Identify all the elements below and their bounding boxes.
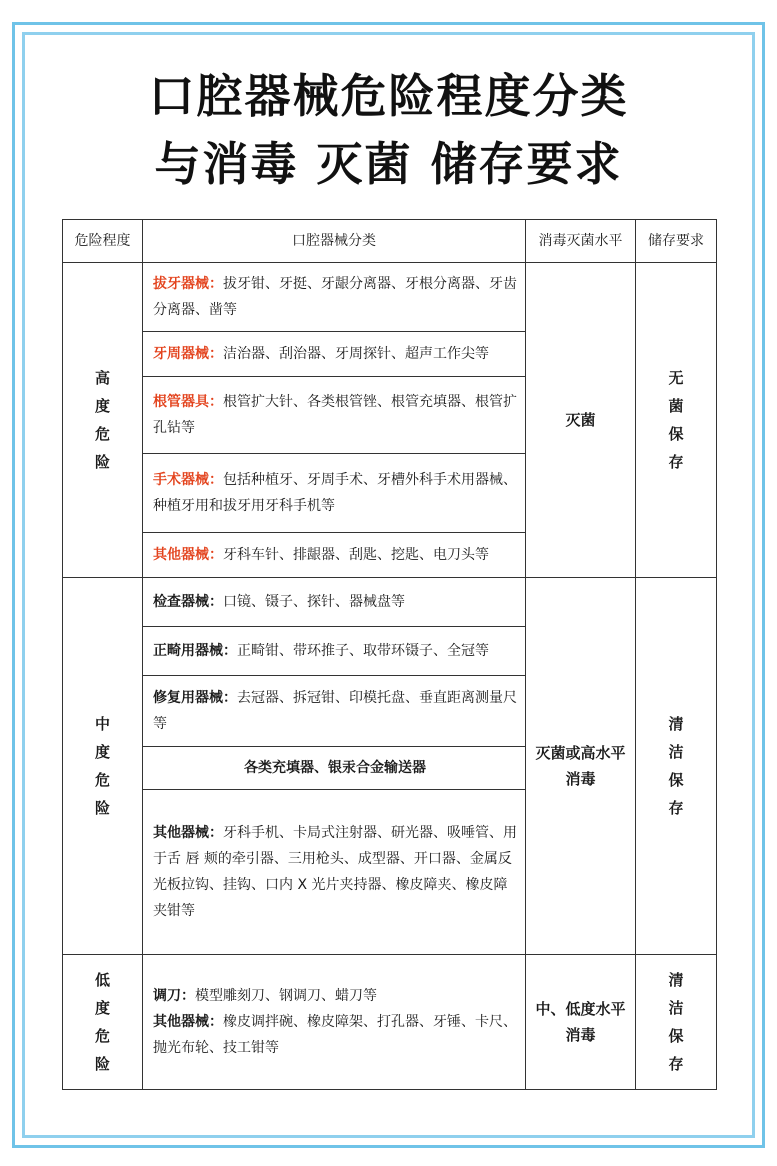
level-medium: 灭菌或高水平 消毒 — [526, 578, 636, 955]
risk-high: 高 度 危 险 — [63, 263, 143, 578]
level-low: 中、低度水平 消毒 — [526, 955, 636, 1090]
level-high: 灭菌 — [526, 263, 636, 578]
header-risk: 危险程度 — [63, 220, 143, 263]
table-header-row — [63, 220, 717, 263]
storage-high: 无 菌 保 存 — [636, 263, 717, 578]
list-item: 各类充填器、银汞合金输送器 — [143, 747, 526, 790]
list-item: 检查器械：口镜、镊子、探针、器械盘等 — [143, 578, 526, 627]
list-item: 手术器械：包括种植牙、牙周手术、牙槽外科手术用器械、种植牙用和拔牙用牙科手机等 — [143, 454, 526, 533]
item-text: 拔牙钳、牙挺、牙龈分离器、牙根分离器、牙齿分离器、凿等 — [153, 276, 517, 318]
table-row — [63, 578, 717, 627]
risk-low: 低 度 危 险 — [63, 955, 143, 1090]
list-item: 根管器具：根管扩大针、各类根管锉、根管充填器、根管扩孔钻等 — [143, 377, 526, 454]
table-row — [63, 263, 717, 332]
list-item: 正畸用器械：正畸钳、带环推子、取带环镊子、全冠等 — [143, 627, 526, 676]
header-storage: 储存要求 — [636, 220, 717, 263]
item-label: 拔牙器械： — [153, 276, 223, 292]
header-category: 口腔器械分类 — [143, 220, 526, 263]
risk-medium: 中 度 危 险 — [63, 578, 143, 955]
list-item: 牙周器械：洁治器、刮治器、牙周探针、超声工作尖等 — [143, 332, 526, 377]
list-item: 其他器械：牙科车针、排龈器、刮匙、挖匙、电刀头等 — [143, 533, 526, 578]
table-row — [63, 955, 717, 1090]
list-item: 修复用器械：去冠器、拆冠钳、印模托盘、垂直距离测量尺等 — [143, 676, 526, 747]
list-item: 调刀：模型雕刻刀、钢调刀、蜡刀等 其他器械：橡皮调拌碗、橡皮障架、打孔器、牙锤、卡尺、抛光布轮、技工钳等 — [143, 955, 526, 1090]
header-level: 消毒灭菌水平 — [526, 220, 636, 263]
classification-table — [62, 219, 717, 1090]
page-title-line1: 口腔器械危险程度分类 — [148, 69, 629, 123]
list-item — [143, 263, 526, 332]
list-item: 其他器械：牙科手机、卡局式注射器、研光器、吸唾管、用于舌 唇 颊的牵引器、三用枪头、成型器、开口器、金属反光板拉钩、挂钩、口内 X 光片夹持器、橡皮障夹、橡皮障夹钳等 — [143, 790, 526, 955]
storage-low: 清 洁 保 存 — [636, 955, 717, 1090]
storage-medium: 清 洁 保 存 — [636, 578, 717, 955]
page-title-line2: 与消毒 灭菌 储存要求 — [154, 137, 623, 191]
